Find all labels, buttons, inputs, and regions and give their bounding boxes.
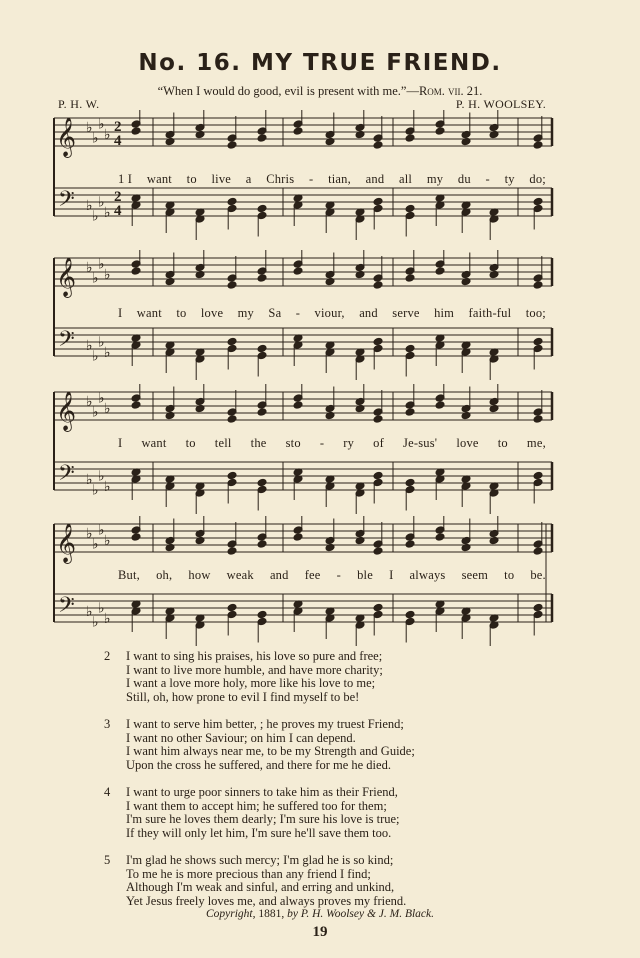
svg-text:♭: ♭ — [86, 395, 93, 410]
verse-line: To me he is more precious than any friend I find; — [126, 866, 371, 881]
lyric-syllable: But, — [118, 568, 140, 582]
verse-number: 5 — [104, 853, 111, 867]
lyric-syllable: do; — [529, 172, 546, 186]
lyric-syllable: Sa — [268, 306, 282, 320]
svg-text:♭: ♭ — [98, 117, 105, 133]
lyrics-line-4 — [48, 568, 556, 583]
lyric-syllable: - — [295, 306, 301, 320]
lyric-syllable: - — [319, 436, 325, 450]
lyric-syllable: sto — [285, 436, 301, 450]
svg-text:4: 4 — [114, 203, 122, 219]
lyric-syllable: ry — [343, 436, 355, 450]
music-credit: P. H. WOOLSEY. — [455, 97, 546, 111]
verse-number: 2 — [104, 649, 111, 663]
svg-text:♭: ♭ — [98, 335, 105, 351]
lyric-syllable: be. — [530, 568, 546, 582]
lyric-syllable: - — [336, 568, 342, 582]
lyric-syllable: du — [457, 172, 471, 186]
words-credit: P. H. W. — [58, 97, 100, 111]
lyric-syllable: fee — [304, 568, 321, 582]
svg-text:2: 2 — [114, 119, 122, 135]
svg-text:♭: ♭ — [92, 349, 99, 365]
svg-text:♭: ♭ — [92, 615, 99, 631]
music-system-1 — [48, 110, 556, 260]
svg-text:♭: ♭ — [92, 271, 99, 287]
svg-text:𝄞: 𝄞 — [56, 117, 77, 157]
svg-text:♭: ♭ — [98, 601, 105, 617]
svg-text:♭: ♭ — [86, 199, 93, 214]
svg-text:𝄢: 𝄢 — [58, 461, 75, 491]
lyric-syllable: always — [409, 568, 446, 582]
lyric-syllable: and — [269, 568, 289, 582]
lyric-syllable: I — [118, 306, 123, 320]
lyric-syllable: I — [389, 568, 394, 582]
verse-2 — [104, 650, 524, 704]
lyric-syllable: all — [399, 172, 413, 186]
lyric-syllable: how — [188, 568, 211, 582]
svg-text:2: 2 — [114, 189, 122, 205]
svg-text:♭: ♭ — [98, 523, 105, 539]
lyric-syllable: want — [146, 172, 172, 186]
lyric-syllable: ty — [504, 172, 515, 186]
verses — [104, 650, 524, 922]
svg-text:♭: ♭ — [92, 405, 99, 421]
svg-text:♭: ♭ — [98, 257, 105, 273]
hymn-title: No. 16. MY TRUE FRIEND. — [138, 50, 502, 76]
lyric-syllable: a — [245, 172, 252, 186]
verse-line: I want to urge poor sinners to take him as their Friend, — [126, 785, 398, 799]
lyric-syllable: and — [365, 172, 385, 186]
verse-line: I want no other Saviour; on him I can depend. — [126, 730, 356, 745]
lyric-syllable: love — [456, 436, 479, 450]
music-system-3 — [48, 384, 556, 524]
copyright-prefix: Copyright, — [205, 908, 256, 920]
svg-text:♭: ♭ — [104, 534, 111, 549]
lyric-syllable: ble — [357, 568, 373, 582]
lyric-syllable: too; — [525, 306, 546, 320]
lyric-syllable: serve — [392, 306, 420, 320]
svg-text:♭: ♭ — [86, 473, 93, 488]
svg-text:♭: ♭ — [92, 131, 99, 147]
svg-text:♭: ♭ — [104, 268, 111, 283]
lyric-syllable: of — [373, 436, 384, 450]
lyric-syllable: me, — [526, 436, 546, 450]
lyrics-line-3 — [48, 436, 556, 451]
svg-text:♭: ♭ — [98, 391, 105, 407]
verse-line: I'm glad he shows such mercy; I'm glad he is so kind; — [126, 853, 394, 867]
svg-text:𝄞: 𝄞 — [56, 523, 77, 563]
verse-line: Yet Jesus freely loves me, and always proves my friend. — [126, 893, 407, 908]
verse-line: Although I'm weak and sinful, and erring and unkind, — [126, 880, 395, 894]
verse-line: I want to serve him better, ; he proves my truest Friend; — [126, 717, 404, 731]
svg-text:♭: ♭ — [86, 261, 93, 276]
lyric-syllable: to — [504, 568, 515, 582]
lyric-syllable: Je-sus' — [403, 436, 438, 450]
svg-text:♭: ♭ — [104, 346, 111, 361]
lyric-syllable: my — [237, 306, 254, 320]
lyric-syllable: the — [250, 436, 267, 450]
verse-5 — [104, 854, 524, 908]
svg-text:♭: ♭ — [104, 480, 111, 495]
verse-line: I want him always near me, to be my Strength and Guide; — [126, 744, 415, 758]
lyric-syllable: Chris — [266, 172, 295, 186]
svg-text:♭: ♭ — [98, 195, 105, 211]
svg-text:♭: ♭ — [86, 527, 93, 542]
lyric-syllable: to — [497, 436, 508, 450]
svg-text:4: 4 — [114, 133, 122, 149]
lyric-syllable: live — [211, 172, 232, 186]
svg-text:♭: ♭ — [104, 402, 111, 417]
lyric-syllable: tell — [214, 436, 232, 450]
lyric-syllable: to — [186, 172, 197, 186]
svg-text:♭: ♭ — [104, 612, 111, 627]
svg-text:♭: ♭ — [104, 206, 111, 221]
lyric-syllable: faith-ful — [468, 306, 512, 320]
epigraph-quote: “When I would do good, evil is present with me.”— — [157, 84, 419, 98]
svg-text:𝄢: 𝄢 — [58, 327, 75, 357]
copyright-notice — [0, 908, 640, 920]
svg-text:♭: ♭ — [104, 128, 111, 143]
lyric-syllable: to — [176, 306, 187, 320]
verse-line: I want to live more humble, and have more charity; — [126, 662, 383, 677]
svg-text:♭: ♭ — [92, 537, 99, 553]
lyric-syllable: want — [141, 436, 167, 450]
svg-text:𝄢: 𝄢 — [58, 593, 75, 623]
lyrics-line-2 — [48, 306, 556, 321]
svg-text:♭: ♭ — [92, 483, 99, 499]
music-system-2 — [48, 250, 556, 390]
lyric-syllable: and — [359, 306, 378, 320]
svg-text:♭: ♭ — [92, 209, 99, 225]
verse-line: I want a love more holy, more like his love to me; — [126, 676, 376, 690]
lyric-syllable: love — [200, 306, 224, 320]
svg-text:𝄞: 𝄞 — [56, 391, 77, 431]
copyright-holders: by P. H. Woolsey & J. M. Black. — [287, 908, 435, 920]
score-staves-icon — [48, 384, 556, 524]
lyric-syllable: - — [485, 172, 490, 186]
lyric-syllable: oh, — [156, 568, 173, 582]
svg-text:♭: ♭ — [86, 339, 93, 354]
verse-line: I'm sure he loves them dearly; I'm sure his love is true; — [126, 812, 400, 826]
lyric-syllable: him — [434, 306, 455, 320]
svg-text:♭: ♭ — [86, 121, 93, 136]
verse-line: If they will only let him, I'm sure he'll save them too. — [126, 825, 392, 840]
music-system-4 — [48, 516, 556, 646]
lyric-syllable: I — [118, 436, 123, 450]
lyric-syllable: weak — [226, 568, 254, 582]
verse-number: 3 — [104, 717, 111, 731]
epigraph-reference: Rom. vii. 21. — [418, 84, 483, 98]
verse-line: I want to sing his praises, his love so pure and free; — [126, 649, 383, 663]
lyric-syllable: want — [136, 306, 162, 320]
verse-3 — [104, 718, 524, 772]
svg-text:♭: ♭ — [86, 605, 93, 620]
lyric-syllable: to — [185, 436, 196, 450]
verse-line: I want them to accept him; he suffered too for them; — [126, 798, 387, 813]
lyric-syllable: viour, — [314, 306, 345, 320]
lyric-syllable: my — [426, 172, 444, 186]
svg-text:♭: ♭ — [98, 469, 105, 485]
verse-line: Still, oh, how prone to evil I find myself to be! — [126, 689, 360, 704]
copyright-year: 1881, — [258, 908, 285, 920]
verse-number: 4 — [104, 785, 111, 799]
lyric-syllable: seem — [461, 568, 489, 582]
lyrics-line-1 — [48, 172, 556, 187]
lyric-syllable: - — [308, 172, 314, 186]
lyric-syllable: tian, — [328, 172, 351, 186]
lyric-syllable: 1 I — [118, 172, 133, 186]
verse-line: Upon the cross he suffered, and there for me he died. — [126, 757, 391, 772]
verse-4 — [104, 786, 524, 840]
page-number: 19 — [312, 924, 328, 940]
svg-text:𝄞: 𝄞 — [56, 257, 77, 297]
svg-text:𝄢: 𝄢 — [58, 187, 75, 217]
